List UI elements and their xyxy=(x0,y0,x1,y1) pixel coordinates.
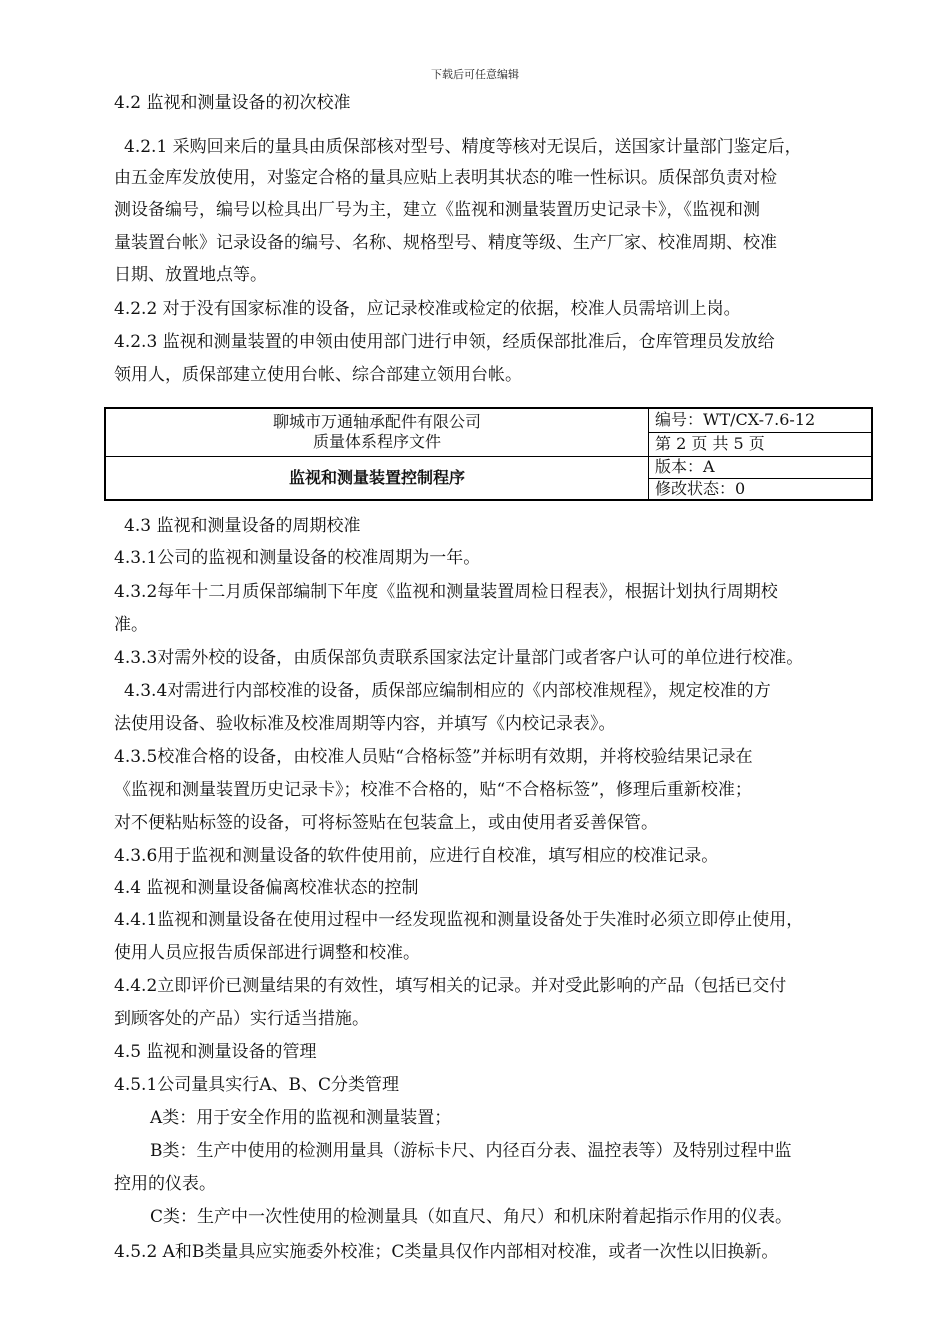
paragraph-4-3-1: 4.3.1公司的监视和测量设备的校准周期为一年。 xyxy=(114,548,481,568)
paragraph-4-3-4-line: 法使用设备、验收标准及校准周期等内容，并填写《内校记录表》。 xyxy=(114,714,616,734)
paragraph-4-4-2-line: 到顾客处的产品）实行适当措施。 xyxy=(114,1009,369,1029)
class-b-item-line: 控用的仪表。 xyxy=(114,1174,216,1194)
paragraph-4-5-2: 4.5.2 A和B类量具应实施委外校准；C类量具仅作内部相对校准，或者一次性以旧换新。 xyxy=(114,1242,779,1262)
paragraph-4-5-1: 4.5.1公司量具实行A、B、C分类管理 xyxy=(114,1075,400,1095)
paragraph-4-2-1-line: 日期、放置地点等。 xyxy=(114,265,267,285)
paragraph-4-3-6: 4.3.6用于监视和测量设备的软件使用前，应进行自校准，填写相应的校准记录。 xyxy=(114,846,719,866)
paragraph-4-2-2: 4.2.2 对于没有国家标准的设备，应记录校准或检定的依据，校准人员需培训上岗。 xyxy=(114,299,741,319)
watermark: 下载后可任意编辑 xyxy=(431,68,519,81)
section-heading-4-4: 4.4 监视和测量设备偏离校准状态的控制 xyxy=(114,878,419,898)
paragraph-4-3-2-line: 准。 xyxy=(114,615,148,635)
paragraph-4-2-1-line: 4.2.1 采购回来后的量具由质保部核对型号、精度等核对无误后，送国家计量部门鉴定后， xyxy=(124,137,802,157)
document-code: 编号：WT/CX-7.6-12 xyxy=(649,408,873,432)
class-a-item: A类：用于安全作用的监视和测量装置； xyxy=(150,1108,452,1128)
paragraph-4-3-2-line: 4.3.2每年十二月质保部编制下年度《监视和测量装置周检日程表》，根据计划执行周期校 xyxy=(114,582,778,602)
paragraph-4-2-3-line: 领用人，质保部建立使用台帐、综合部建立领用台帐。 xyxy=(114,365,522,385)
paragraph-4-2-1-line: 量装置台帐》记录设备的编号、名称、规格型号、精度等级、生产厂家、校准周期、校准 xyxy=(114,233,777,253)
paragraph-4-2-3-line: 4.2.3 监视和测量装置的申领由使用部门进行申领，经质保部批准后，仓库管理员发放给 xyxy=(114,332,775,352)
document-title: 监视和测量装置控制程序 xyxy=(105,456,649,500)
section-heading-4-2: 4.2 监视和测量设备的初次校准 xyxy=(114,93,351,113)
paragraph-4-4-2-line: 4.4.2立即评价已测量结果的有效性，填写相关的记录。并对受此影响的产品（包括已交付 xyxy=(114,976,787,996)
paragraph-4-4-1-line: 4.4.1监视和测量设备在使用过程中一经发现监视和测量设备处于失准时必须立即停止使用， xyxy=(114,910,804,930)
paragraph-4-4-1-line: 使用人员应报告质保部进行调整和校准。 xyxy=(114,943,420,963)
paragraph-4-3-3: 4.3.3对需外校的设备，由质保部负责联系国家法定计量部门或者客户认可的单位进行校准。 xyxy=(114,648,804,668)
document-version: 版本：A xyxy=(649,456,873,478)
paragraph-4-3-5-line: 4.3.5校准合格的设备，由校准人员贴“合格标签”并标明有效期，并将校验结果记录在 xyxy=(114,747,753,767)
page-count: 第 2 页 共 5 页 xyxy=(649,432,873,456)
paragraph-4-3-5-line: 对不便粘贴标签的设备，可将标签贴在包装盒上，或由使用者妥善保管。 xyxy=(114,813,658,833)
document-type: 质量体系程序文件 xyxy=(312,432,441,452)
class-b-item-line: B类：生产中使用的检测用量具（游标卡尺、内径百分表、温控表等）及特别过程中监 xyxy=(150,1141,792,1161)
paragraph-4-3-5-line: 《监视和测量装置历史记录卡》；校准不合格的，贴“不合格标签”，修理后重新校准； xyxy=(114,780,752,800)
document-header-table xyxy=(104,407,873,501)
section-heading-4-5: 4.5 监视和测量设备的管理 xyxy=(114,1042,317,1062)
revision-status: 修改状态：0 xyxy=(649,478,873,500)
section-heading-4-3: 4.3 监视和测量设备的周期校准 xyxy=(124,516,361,536)
paragraph-4-3-4-line: 4.3.4对需进行内部校准的设备，质保部应编制相应的《内部校准规程》，规定校准的方 xyxy=(124,681,771,701)
paragraph-4-2-1-line: 由五金库发放使用，对鉴定合格的量具应贴上表明其状态的唯一性标识。质保部负责对检 xyxy=(114,168,777,188)
company-cell xyxy=(105,408,649,456)
class-c-item: C类：生产中一次性使用的检测量具（如直尺、角尺）和机床附着起指示作用的仪表。 xyxy=(150,1207,793,1227)
company-name: 聊城市万通轴承配件有限公司 xyxy=(272,412,481,432)
paragraph-4-2-1-line: 测设备编号，编号以检具出厂号为主，建立《监视和测量装置历史记录卡》，《监视和测 xyxy=(114,200,760,220)
